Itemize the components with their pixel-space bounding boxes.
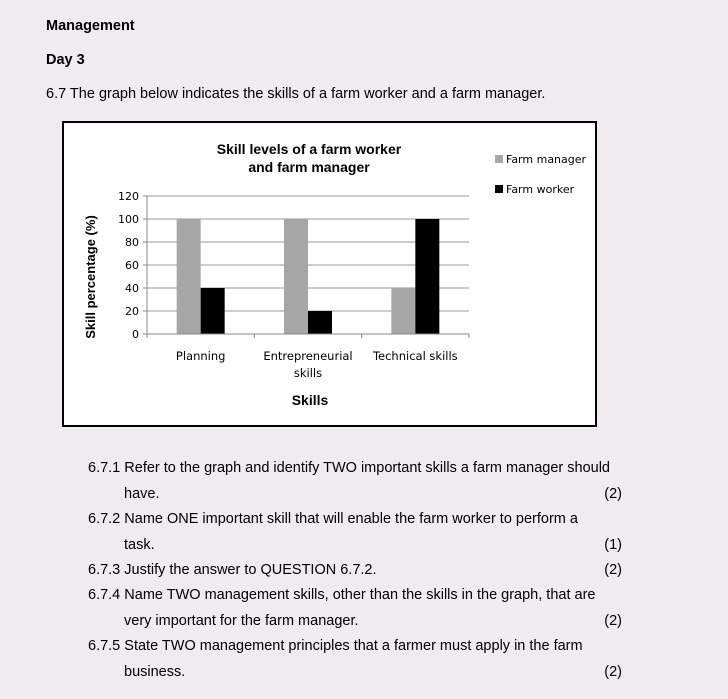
question-6-7-5-line1: 6.7.5 State TWO management principles that a farmer must apply in the farm	[88, 638, 583, 654]
x-axis-title: Skills	[291, 392, 329, 408]
question-6-7-2-line2: task.	[124, 537, 155, 553]
question-6-7-3-line1: 6.7.3 Justify the answer to QUESTION 6.7.2.	[88, 562, 377, 578]
legend-swatch-farm-worker	[495, 185, 503, 193]
bar-farm-manager-1	[177, 219, 201, 334]
skills-bar-chart	[64, 123, 595, 425]
legend-swatch-farm-manager	[495, 155, 503, 163]
question-6-7-4-marks: (2)	[604, 613, 622, 629]
x-tick-label-3: Technical skills	[372, 349, 458, 363]
bar-farm-worker-2	[308, 311, 332, 334]
question-6-7-3-marks: (2)	[604, 562, 622, 578]
chart-title-line2: and farm manager	[248, 159, 370, 175]
legend	[495, 153, 587, 196]
y-tick-label-60: 60	[125, 259, 139, 272]
intro-text: 6.7 The graph below indicates the skills of a farm worker and a farm manager.	[46, 86, 546, 102]
y-tick-label-40: 40	[125, 282, 139, 295]
x-tick-label-2-line2: skills	[293, 366, 323, 380]
bar-farm-manager-3	[391, 288, 415, 334]
chart-frame	[62, 121, 597, 427]
y-tick-label-100: 100	[118, 213, 139, 226]
question-6-7-4-line2: very important for the farm manager.	[124, 613, 359, 629]
legend-label-farm-worker: Farm worker	[506, 183, 575, 196]
section-title: Management	[46, 18, 135, 34]
x-tick-labels	[176, 349, 458, 380]
question-6-7-1-line1: 6.7.1 Refer to the graph and identify TWO important skills a farm manager should	[88, 460, 610, 476]
chart-title-line1: Skill levels of a farm worker	[216, 141, 402, 157]
question-6-7-5-marks: (2)	[604, 664, 622, 680]
y-tick-labels	[118, 190, 139, 341]
y-tick-label-120: 120	[118, 190, 139, 203]
question-6-7-2-line1: 6.7.2 Name ONE important skill that will enable the farm worker to perform a	[88, 511, 578, 527]
x-tick-label-2: Entrepreneurial	[263, 349, 353, 363]
y-tick-label-0: 0	[132, 328, 139, 341]
question-6-7-4-line1: 6.7.4 Name TWO management skills, other than the skills in the graph, that are	[88, 587, 596, 603]
question-6-7-1-line2: have.	[124, 486, 160, 502]
x-tick-label-1: Planning	[175, 349, 226, 363]
bar-farm-worker-1	[201, 288, 225, 334]
y-axis-title: Skill percentage (%)	[83, 215, 98, 339]
day-label: Day 3	[46, 52, 85, 68]
bar-farm-worker-3	[415, 219, 439, 334]
bar-farm-manager-2	[284, 219, 308, 334]
question-6-7-1-marks: (2)	[604, 486, 622, 502]
y-tick-label-80: 80	[125, 236, 139, 249]
bars	[147, 219, 469, 338]
question-6-7-5-line2: business.	[124, 664, 186, 680]
y-tick-label-20: 20	[125, 305, 139, 318]
legend-label-farm-manager: Farm manager	[506, 153, 587, 166]
question-6-7-2-marks: (1)	[604, 537, 622, 553]
